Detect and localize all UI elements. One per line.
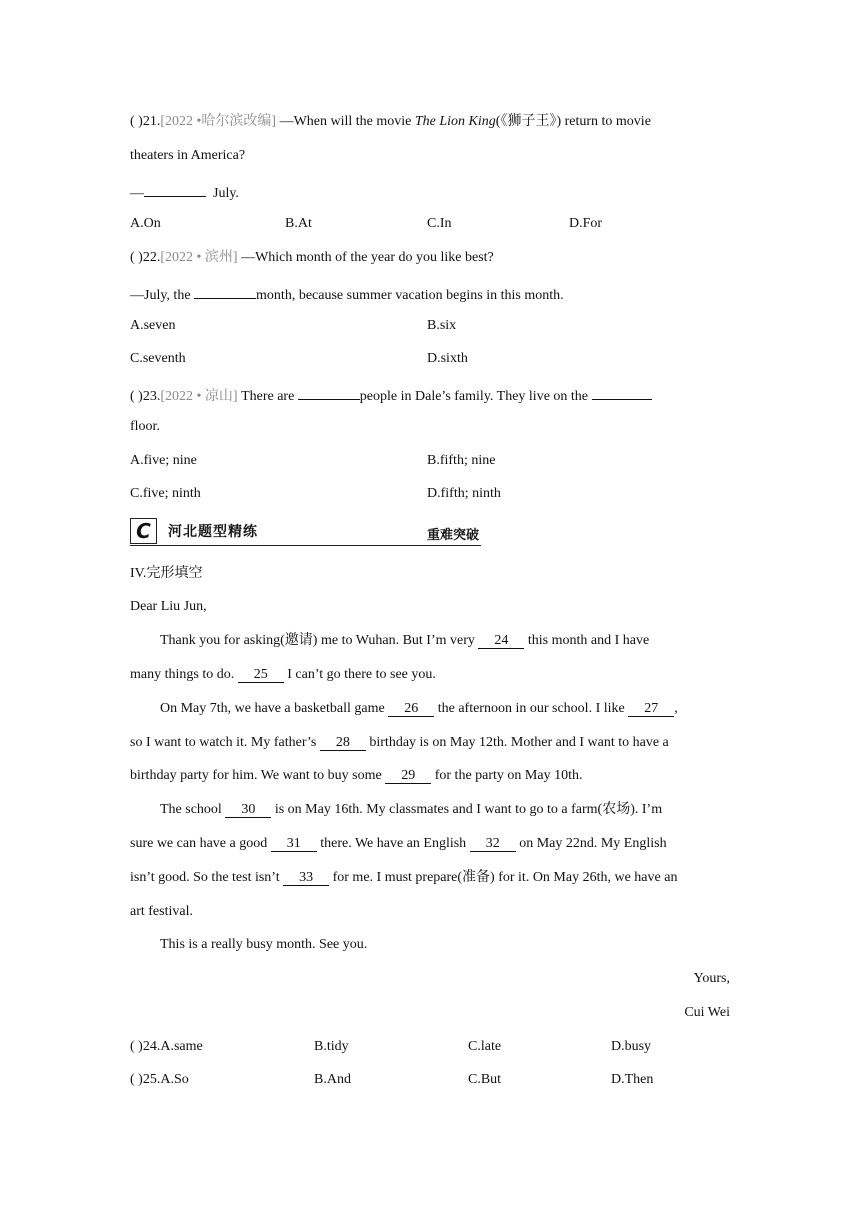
option-c[interactable]: C.In bbox=[427, 216, 452, 231]
question-23: ( )23.[2022 • 凉山] There are people in Dale’s family. They live on the bbox=[130, 384, 652, 406]
option-a[interactable]: A.So bbox=[160, 1072, 189, 1087]
question-21 bbox=[130, 113, 651, 131]
option-a[interactable]: A.same bbox=[160, 1039, 203, 1054]
cloze-blank-29[interactable]: 29 bbox=[385, 768, 431, 784]
question-source: [2022 • 滨州] bbox=[160, 250, 238, 265]
answer-blank[interactable] bbox=[194, 283, 256, 299]
letter-p2-line2: so I want to watch it. My father’s 28 birthday is on May 12th. Mother and I want to have a bbox=[130, 735, 669, 750]
letter-p3-line3: isn’t good. So the test isn’t 33 for me. I must prepare(准备) for it. On May 26th, we have an bbox=[130, 870, 678, 885]
cloze-blank-31[interactable]: 31 bbox=[271, 836, 317, 852]
answer-paren[interactable]: ( ) bbox=[130, 114, 143, 129]
question-source: [2022 • 凉山] bbox=[160, 389, 238, 404]
question-23-line2: floor. bbox=[130, 419, 160, 434]
option-c[interactable]: C.five; ninth bbox=[130, 486, 201, 501]
answer-paren[interactable]: ( ) bbox=[130, 250, 143, 265]
question-21-line3: — July. bbox=[130, 181, 239, 203]
banner-tag: 重难突破 bbox=[426, 528, 479, 543]
option-d[interactable]: D.sixth bbox=[427, 351, 468, 366]
letter-p3-line1: The school 30 is on May 16th. My classmates and I want to go to a farm(农场). I’m bbox=[160, 802, 663, 817]
letter-p1-line1: Thank you for asking(邀请) me to Wuhan. But I’m very 24 this month and I have bbox=[160, 633, 650, 648]
question-24 bbox=[130, 1038, 203, 1056]
option-b[interactable]: B.And bbox=[314, 1072, 351, 1087]
option-d[interactable]: D.For bbox=[569, 216, 603, 231]
option-b[interactable]: B.six bbox=[427, 318, 457, 333]
letter-greeting: Dear Liu Jun, bbox=[130, 599, 207, 614]
letter-p3-line4: art festival. bbox=[130, 904, 193, 919]
question-number: 22. bbox=[142, 250, 161, 265]
cloze-blank-27[interactable]: 27 bbox=[628, 701, 674, 717]
answer-paren[interactable]: ( ) bbox=[130, 389, 143, 404]
option-c[interactable]: C.But bbox=[468, 1072, 502, 1087]
answer-blank[interactable] bbox=[144, 181, 206, 197]
answer-paren[interactable]: ( ) bbox=[130, 1072, 143, 1087]
letter-p2-line3: birthday party for him. We want to buy some 29 for the party on May 10th. bbox=[130, 768, 583, 783]
section-title: IV.完形填空 bbox=[130, 566, 203, 581]
option-d[interactable]: D.busy bbox=[611, 1039, 652, 1054]
question-21-line2: theaters in America? bbox=[130, 148, 246, 163]
question-number: 23. bbox=[142, 389, 161, 404]
answer-paren[interactable]: ( ) bbox=[130, 1039, 143, 1054]
option-a[interactable]: A.On bbox=[130, 216, 161, 231]
option-c[interactable]: C.seventh bbox=[130, 351, 186, 366]
question-number: 24. bbox=[142, 1039, 161, 1054]
section-banner bbox=[130, 516, 481, 546]
letter-p1-line2: many things to do. 25 I can’t go there to see you. bbox=[130, 667, 436, 682]
cloze-blank-24[interactable]: 24 bbox=[478, 633, 524, 649]
movie-title: The Lion King bbox=[414, 114, 496, 129]
option-a[interactable]: A.seven bbox=[130, 318, 176, 333]
option-b[interactable]: B.tidy bbox=[314, 1039, 349, 1054]
question-25 bbox=[130, 1071, 189, 1089]
question-text: —Which month of the year do you like best? bbox=[241, 250, 494, 265]
question-source: [2022 •哈尔滨改编] bbox=[160, 114, 277, 129]
question-number: 25. bbox=[142, 1072, 161, 1087]
option-a[interactable]: A.five; nine bbox=[130, 453, 197, 468]
answer-blank[interactable] bbox=[298, 384, 360, 400]
option-b[interactable]: B.fifth; nine bbox=[427, 453, 496, 468]
question-number: 21. bbox=[142, 114, 161, 129]
option-b[interactable]: B.At bbox=[285, 216, 312, 231]
banner-underline bbox=[130, 545, 481, 547]
letter-p4: This is a really busy month. See you. bbox=[160, 937, 368, 952]
cloze-blank-33[interactable]: 33 bbox=[283, 870, 329, 886]
cloze-blank-28[interactable]: 28 bbox=[320, 735, 366, 751]
cloze-blank-30[interactable]: 30 bbox=[225, 802, 271, 818]
question-22-line2: —July, the month, because summer vacation begins in this month. bbox=[130, 283, 564, 305]
letter-closing: Yours, bbox=[693, 971, 730, 986]
option-c[interactable]: C.late bbox=[468, 1039, 502, 1054]
question-text-cont: (《狮子王》) return to movie bbox=[495, 114, 651, 129]
cloze-blank-25[interactable]: 25 bbox=[238, 667, 284, 683]
cloze-blank-26[interactable]: 26 bbox=[388, 701, 434, 717]
option-d[interactable]: D.Then bbox=[611, 1072, 654, 1087]
banner-letter-icon: C bbox=[130, 518, 157, 544]
answer-blank[interactable] bbox=[592, 384, 652, 400]
question-text: —When will the movie bbox=[279, 114, 415, 129]
letter-p3-line2: sure we can have a good 31 there. We have an English 32 on May 22nd. My English bbox=[130, 836, 667, 851]
cloze-blank-32[interactable]: 32 bbox=[470, 836, 516, 852]
letter-signature: Cui Wei bbox=[684, 1005, 730, 1020]
question-22 bbox=[130, 249, 494, 267]
letter-p2-line1: On May 7th, we have a basketball game 26 the afternoon in our school. I like 27 , bbox=[160, 701, 678, 716]
option-d[interactable]: D.fifth; ninth bbox=[427, 486, 501, 501]
banner-title: 河北题型精练 bbox=[168, 524, 258, 540]
